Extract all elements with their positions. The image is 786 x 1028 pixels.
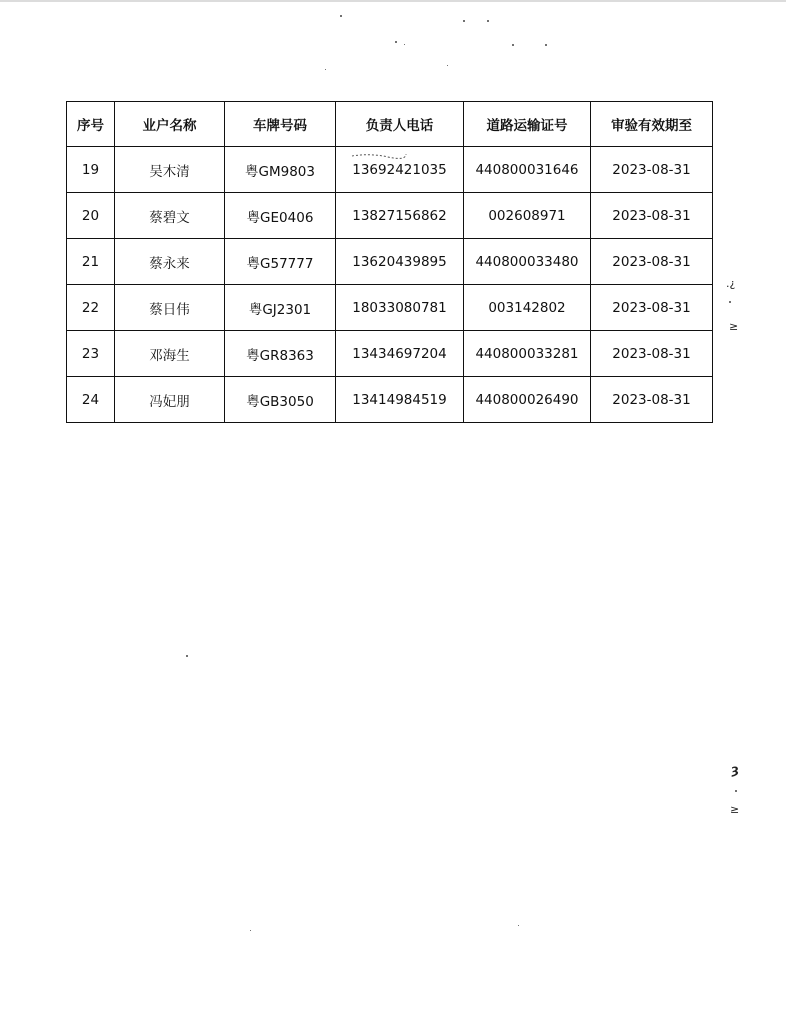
- cell-serial-number: 20: [67, 193, 115, 239]
- scan-speck: [325, 69, 326, 70]
- table-row: [67, 331, 713, 377]
- table-row: [67, 285, 713, 331]
- scan-speck: [447, 65, 448, 66]
- header-plate-number: 车牌号码: [225, 102, 336, 147]
- cell-operator-name: 蔡碧文: [115, 193, 225, 239]
- cell-operator-name: 冯妃朋: [115, 377, 225, 423]
- cell-transport-permit: 440800033480: [464, 239, 591, 285]
- cell-plate-number: 粤GR8363: [225, 331, 336, 377]
- scan-speck: [512, 44, 514, 46]
- scan-speck: [404, 44, 405, 45]
- cell-inspection-valid-until: 2023-08-31: [591, 285, 713, 331]
- cell-contact-phone: 13692421035: [336, 147, 464, 193]
- scan-speck: [487, 20, 489, 22]
- cell-operator-name: 蔡日伟: [115, 285, 225, 331]
- cell-transport-permit: 440800031646: [464, 147, 591, 193]
- table-row: [67, 239, 713, 285]
- scan-speck: [186, 655, 188, 657]
- header-inspection-valid-until: 审验有效期至: [591, 102, 713, 147]
- cell-inspection-valid-until: 2023-08-31: [591, 377, 713, 423]
- scan-speck: [729, 301, 731, 303]
- cell-plate-number: 粤GJ2301: [225, 285, 336, 331]
- cell-inspection-valid-until: 2023-08-31: [591, 147, 713, 193]
- scan-artifact: .¿: [726, 277, 736, 290]
- cell-serial-number: 22: [67, 285, 115, 331]
- scan-speck: [340, 15, 342, 17]
- cell-plate-number: 粤GB3050: [225, 377, 336, 423]
- scan-speck: [545, 44, 547, 46]
- scan-artifact: ≥: [730, 803, 740, 816]
- cell-plate-number: 粤G57777: [225, 239, 336, 285]
- cell-serial-number: 19: [67, 147, 115, 193]
- cell-inspection-valid-until: 2023-08-31: [591, 239, 713, 285]
- header-transport-permit: 道路运输证号: [464, 102, 591, 147]
- cell-transport-permit: 003142802: [464, 285, 591, 331]
- scan-artifact: ȝ: [731, 763, 739, 778]
- cell-plate-number: 粤GE0406: [225, 193, 336, 239]
- cell-contact-phone: 13620439895: [336, 239, 464, 285]
- header-serial-number: 序号: [67, 102, 115, 147]
- scan-speck: [518, 925, 519, 926]
- cell-contact-phone: 13827156862: [336, 193, 464, 239]
- pen-stroke-mark: [350, 150, 410, 162]
- cell-serial-number: 23: [67, 331, 115, 377]
- cell-contact-phone: 18033080781: [336, 285, 464, 331]
- header-operator-name: 业户名称: [115, 102, 225, 147]
- cell-plate-number: 粤GM9803: [225, 147, 336, 193]
- scan-artifact: ≥: [729, 320, 739, 333]
- cell-contact-phone: 13414984519: [336, 377, 464, 423]
- table-row: [67, 193, 713, 239]
- scan-speck: [735, 790, 737, 792]
- table-header-row: [67, 102, 713, 147]
- scan-speck: [395, 41, 397, 43]
- cell-transport-permit: 440800026490: [464, 377, 591, 423]
- cell-serial-number: 24: [67, 377, 115, 423]
- cell-operator-name: 邓海生: [115, 331, 225, 377]
- table-row: [67, 377, 713, 423]
- header-contact-phone: 负责人电话: [336, 102, 464, 147]
- cell-inspection-valid-until: 2023-08-31: [591, 331, 713, 377]
- scan-speck: [250, 930, 251, 931]
- cell-operator-name: 蔡永来: [115, 239, 225, 285]
- scan-speck: [463, 20, 465, 22]
- cell-transport-permit: 440800033281: [464, 331, 591, 377]
- cell-operator-name: 吴木清: [115, 147, 225, 193]
- cell-inspection-valid-until: 2023-08-31: [591, 193, 713, 239]
- cell-transport-permit: 002608971: [464, 193, 591, 239]
- cell-serial-number: 21: [67, 239, 115, 285]
- cell-contact-phone: 13434697204: [336, 331, 464, 377]
